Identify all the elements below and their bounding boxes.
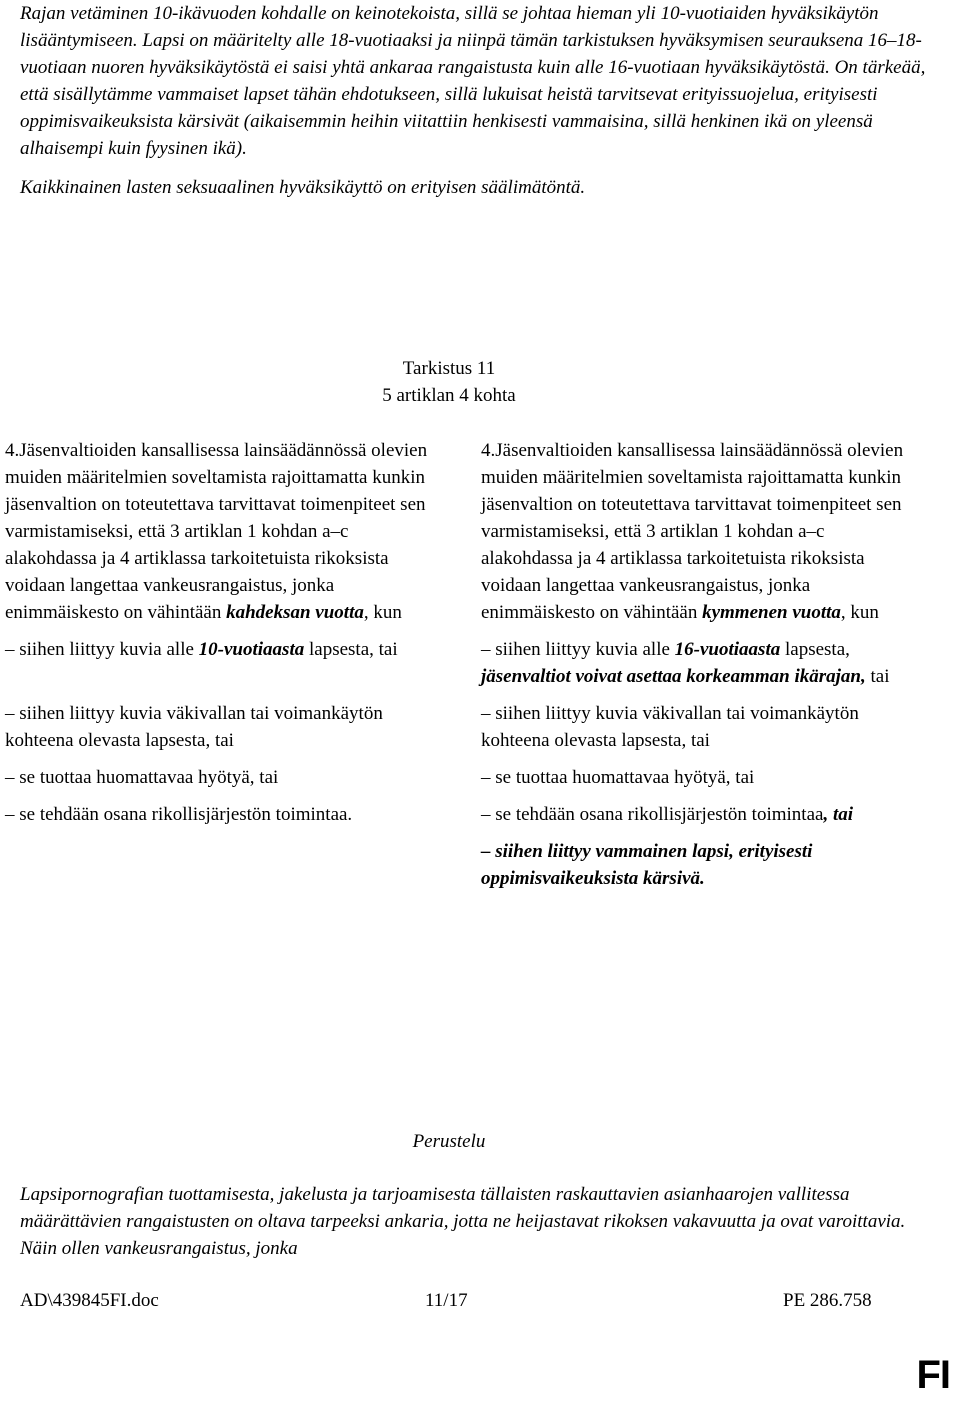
- footer-doc: AD\439845FI.doc: [20, 1290, 159, 1311]
- left-item2: – siihen liittyy kuvia väkivallan tai voimankäytön kohteena olevasta lapsesta, tai: [5, 703, 383, 751]
- right-item5: – siihen liittyy vammainen lapsi, erityisesti oppimisvaikeuksista kärsivä.: [481, 841, 813, 889]
- amendment-title: Tarkistus 11: [402, 358, 496, 379]
- left-item1: – siihen liittyy kuvia alle 10-vuotiaasta lapsesta, tai: [5, 639, 398, 660]
- intro-section: [20, 0, 940, 201]
- left-item3: – se tuottaa huomattavaa hyötyä, tai: [5, 767, 279, 788]
- justification-title: Perustelu: [412, 1131, 486, 1152]
- intro-paragraph: Rajan vetäminen 10-ikävuoden kohdalle on keinotekoista, sillä se johtaa hieman yli 10-vuotiaiden hyväksikäytön lisääntymiseen. Lapsi on määritelty alle 18-vuotiaaksi ja niinpä tämän tarkistuksen hyväksymisen seurauksena 16–18-vuotiaan nuoren hyväksikäytöstä ei saisi yhtä ankaraa rangaistusta kuin alle 16-vuotiaan hyväksikäytöstä. On tärkeää, että sisällytämme vammaiset lapset tähän ehdotukseen, sillä lukuisat heistä tarvitsevat erityissuojelua, erityisesti oppimisvaikeuksista kärsivät (aikaisemmin heihin viitattiin henkisesti vammaisina, sillä henkinen ikä on yleensä alhaisempi kuin fyysinen ikä).: [20, 3, 926, 159]
- left-column: [5, 437, 435, 838]
- footer-page: 11/17: [425, 1290, 468, 1311]
- right-para1-bold: kymmenen vuotta: [702, 602, 841, 623]
- right-item1: – siihen liittyy kuvia alle 16-vuotiaasta lapsesta, jäsenvaltiot voivat asettaa korkeamman ikärajan, tai: [481, 639, 890, 687]
- right-item2: – siihen liittyy kuvia väkivallan tai voimankäytön kohteena olevasta lapsesta, tai: [481, 703, 859, 751]
- left-para1: 4.Jäsenvaltioiden kansallisessa lainsäädännössä olevien muiden määritelmien soveltamista rajoittamatta kunkin jäsenvaltion on toteutettava tarvittavat toimenpiteet sen varmistamiseksi, että 3 artiklan 1 kohdan a–c alakohdassa ja 4 artiklassa tarkoitetuista rikoksista voidaan langettaa vankeusrangaistus, jonka enimmäiskesto on vähintään kahdeksan vuotta, kun: [5, 440, 428, 623]
- right-item4: – se tehdään osana rikollisjärjestön toimintaa, tai: [481, 804, 853, 825]
- right-column: [481, 437, 921, 902]
- left-item4: – se tehdään osana rikollisjärjestön toimintaa.: [5, 804, 353, 825]
- intro-last-line: Kaikkinainen lasten seksuaalinen hyväksikäyttö on erityisen säälimätöntä.: [20, 177, 586, 198]
- left-para1-bold: kahdeksan vuotta: [226, 602, 364, 623]
- justification-text: Lapsipornografian tuottamisesta, jakelusta ja tarjoamisesta tällaisten raskauttavien asianhaarojen vallitessa määrättävien rangaistusten on oltava tarpeeksi ankaria, jotta ne heijastavat rikoksen vakavuutta ja ovat varoittavia. Näin ollen vankeusrangaistus, jonka: [20, 1184, 906, 1259]
- amendment-subtitle: 5 artiklan 4 kohta: [382, 385, 516, 406]
- language-code: FI: [916, 1353, 950, 1397]
- right-item3: – se tuottaa huomattavaa hyötyä, tai: [481, 767, 755, 788]
- footer-ref: PE 286.758: [783, 1290, 872, 1311]
- right-para1: 4.Jäsenvaltioiden kansallisessa lainsäädännössä olevien muiden määritelmien soveltamista rajoittamatta kunkin jäsenvaltion on toteutettava tarvittavat toimenpiteet sen varmistamiseksi, että 3 artiklan 1 kohdan a–c alakohdassa ja 4 artiklassa tarkoitetuista rikoksista voidaan langettaa vankeusrangaistus, jonka enimmäiskesto on vähintään kymmenen vuotta, kun: [481, 440, 904, 623]
